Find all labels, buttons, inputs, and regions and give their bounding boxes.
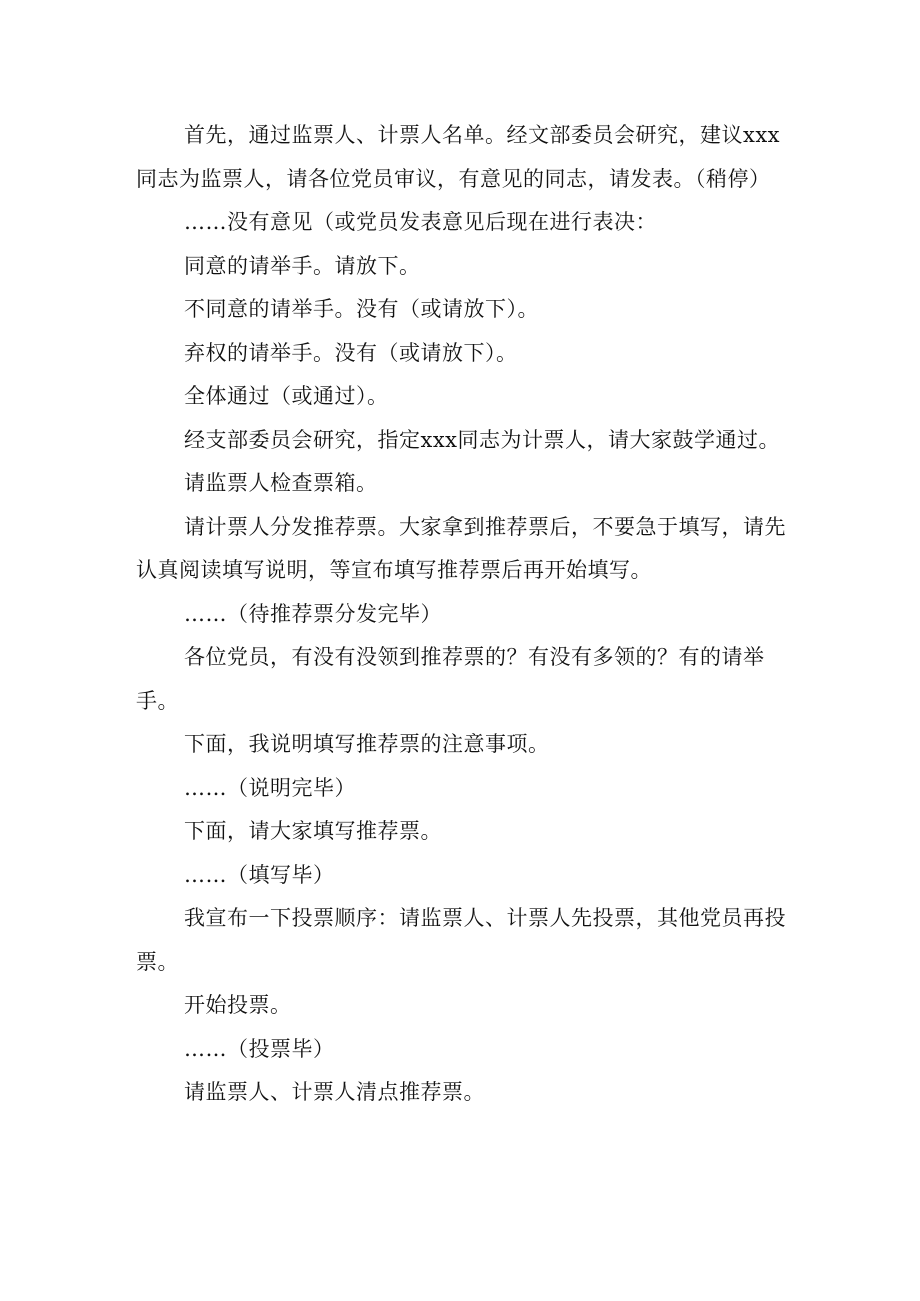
paragraph-vote-disagree: 不同意的请举手。没有（或请放下）。	[184, 297, 539, 321]
paragraph-explain-notes: 下面，我说明填写推荐票的注意事项。	[184, 732, 550, 756]
paragraph-voting-done: ……（投票毕）	[184, 1036, 335, 1061]
paragraph-all-passed: 全体通过（或通过）。	[184, 384, 389, 408]
paragraph-select-scrutineers: 首先，通过监票人、计票人名单。经文部委员会研究，建议xxx同志为监票人，请各位党员审议，有意见的同志，请发表。（稍停）	[136, 123, 781, 191]
paragraph-vote-agree: 同意的请举手。请放下。	[184, 253, 421, 278]
paragraph-voting-order: 我宣布一下投票顺序：请监票人、计票人先投票，其他党员再投票。	[136, 906, 786, 974]
paragraph-fill-ballots: 下面，请大家填写推荐票。	[184, 819, 442, 843]
paragraph-vote-abstain: 弃权的请举手。没有（或请放下）。	[184, 340, 518, 365]
paragraph-check-ballot-box: 请监票人检查票箱。	[184, 471, 378, 495]
paragraph-explanation-done: ……（说明完毕）	[184, 775, 356, 800]
paragraph-ballot-check: 各位党员，有没有没领到推荐票的？有没有多领的？有的请举手。	[136, 645, 765, 713]
paragraph-no-objection: ……没有意见（或党员发表意见后现在进行表决：	[184, 210, 657, 234]
paragraph-filling-done: ……（填写毕）	[184, 862, 335, 887]
paragraph-count-ballots: 请监票人、计票人清点推荐票。	[184, 1080, 485, 1104]
paragraph-distribute-ballots: 请计票人分发推荐票。大家拿到推荐票后，不要急于填写，请先认真阅读填写说明，等宣布填写推荐票后再开始填写。	[136, 514, 786, 582]
document-body	[136, 114, 796, 1115]
paragraph-appoint-counter: 经支部委员会研究，指定xxx同志为计票人，请大家鼓学通过。	[184, 427, 781, 452]
paragraph-start-voting: 开始投票。	[184, 993, 292, 1017]
paragraph-distribution-done: ……（待推荐票分发完毕）	[184, 601, 442, 626]
